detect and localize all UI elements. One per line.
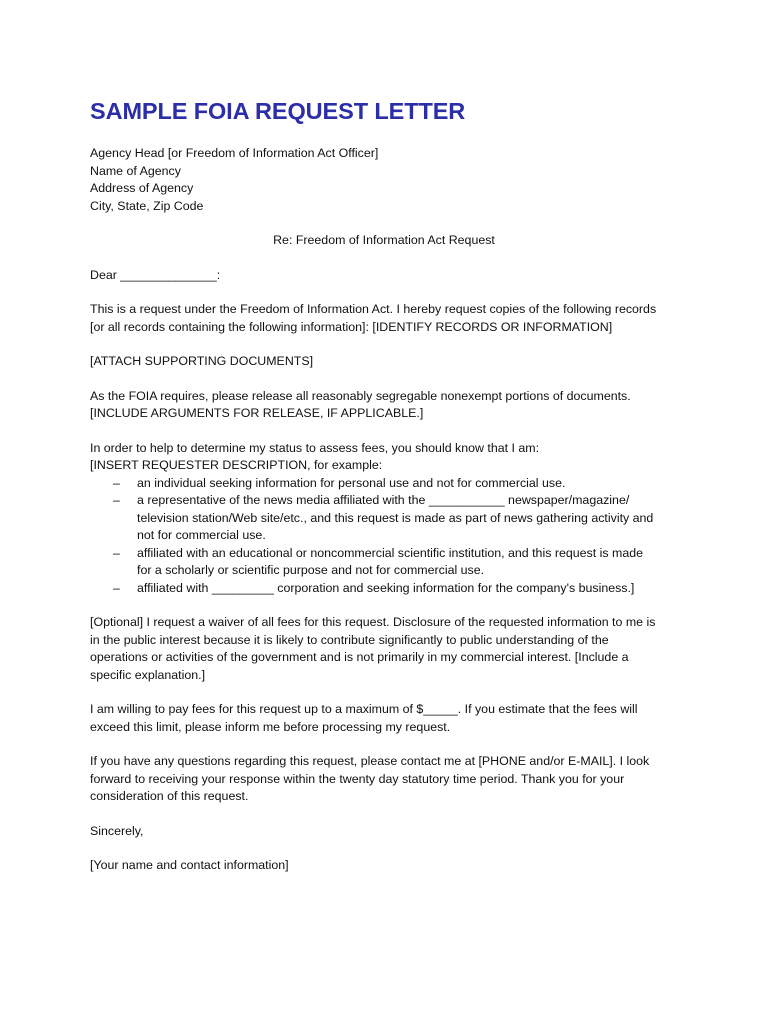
address-line-agency-address: Address of Agency: [90, 181, 194, 195]
closing: Sincerely,: [90, 823, 144, 838]
contact-paragraph: [90, 753, 690, 806]
paragraph-line: As the FOIA requires, please release all reasonably segregable nonexempt portions of documents.: [90, 388, 631, 403]
list-item-line: affiliated with _________ corporation and seeking information for the company's business.]: [137, 580, 635, 595]
paragraph-line: operations or activities of the government and is not primarily in my commercial interest. [Include a: [90, 650, 629, 664]
address-line-city-state-zip: City, State, Zip Code: [90, 198, 204, 213]
list-item: [90, 580, 690, 598]
list-item-line: an individual seeking information for personal use and not for commercial use.: [137, 475, 566, 490]
list-item-line: not for commercial use.: [137, 528, 266, 542]
list-item: [90, 475, 690, 493]
fee-waiver-paragraph: [90, 614, 690, 684]
address-line-agency-head: Agency Head [or Freedom of Information Act Officer]: [90, 146, 379, 160]
letter-title: SAMPLE FOIA REQUEST LETTER: [90, 98, 466, 124]
list-item: [90, 545, 690, 580]
dash-bullet: –: [113, 475, 120, 490]
paragraph-line: [Optional] I request a waiver of all fees for this request. Disclosure of the requested information to me is: [90, 615, 656, 629]
list-item: [90, 492, 690, 545]
paragraph-line: This is a request under the Freedom of Information Act. I hereby request copies of the following records: [90, 302, 657, 316]
requester-description-list: [90, 475, 690, 598]
paragraph-line: In order to help to determine my status to assess fees, you should know that I am:: [90, 440, 540, 455]
paragraph-line: consideration of this request.: [90, 789, 249, 803]
paragraph-line: I am willing to pay fees for this request up to a maximum of $_____. If you estimate that the fees will: [90, 702, 638, 716]
signature-placeholder: [Your name and contact information]: [90, 858, 289, 872]
paragraph-line: [INSERT REQUESTER DESCRIPTION, for example:: [90, 458, 383, 472]
paragraph-line: [INCLUDE ARGUMENTS FOR RELEASE, IF APPLICABLE.]: [90, 406, 424, 420]
subject-line: Re: Freedom of Information Act Request: [273, 233, 495, 247]
foia-letter: [90, 96, 690, 875]
paragraph-line: specific explanation.]: [90, 667, 206, 682]
paragraph-line: If you have any questions regarding this request, please contact me at [PHONE and/or E-MAIL]. I look: [90, 754, 650, 768]
request-paragraph: [90, 301, 690, 336]
address-line-agency-name: Name of Agency: [90, 163, 181, 178]
attach-documents-note: [ATTACH SUPPORTING DOCUMENTS]: [90, 354, 314, 368]
list-item-line: affiliated with an educational or noncommercial scientific institution, and this request is made: [137, 545, 643, 560]
paragraph-line: exceed this limit, please inform me before processing my request.: [90, 719, 451, 734]
paragraph-line: forward to receiving your response within the twenty day statutory time period. Thank you for your: [90, 771, 625, 786]
release-paragraph: [90, 388, 690, 423]
paragraph-line: [or all records containing the following information]: [IDENTIFY RECORDS OR INFORMATION]: [90, 319, 613, 334]
paragraph-line: in the public interest because it is likely to contribute significantly to public understanding of the: [90, 632, 609, 647]
agency-address-block: [90, 145, 690, 215]
dash-bullet: –: [113, 493, 120, 507]
fee-limit-paragraph: [90, 701, 690, 736]
list-item-line: television station/Web site/etc., and this request is made as part of news gathering activity and: [137, 510, 654, 525]
dash-bullet: –: [113, 545, 120, 560]
dash-bullet: –: [113, 580, 120, 595]
list-item-line: for a scholarly or scientific purpose and not for commercial use.: [137, 563, 485, 577]
list-item-line: a representative of the news media affiliated with the ___________ newspaper/magazine/: [137, 493, 630, 507]
salutation: Dear ______________:: [90, 267, 221, 282]
fee-status-section: [90, 440, 690, 598]
